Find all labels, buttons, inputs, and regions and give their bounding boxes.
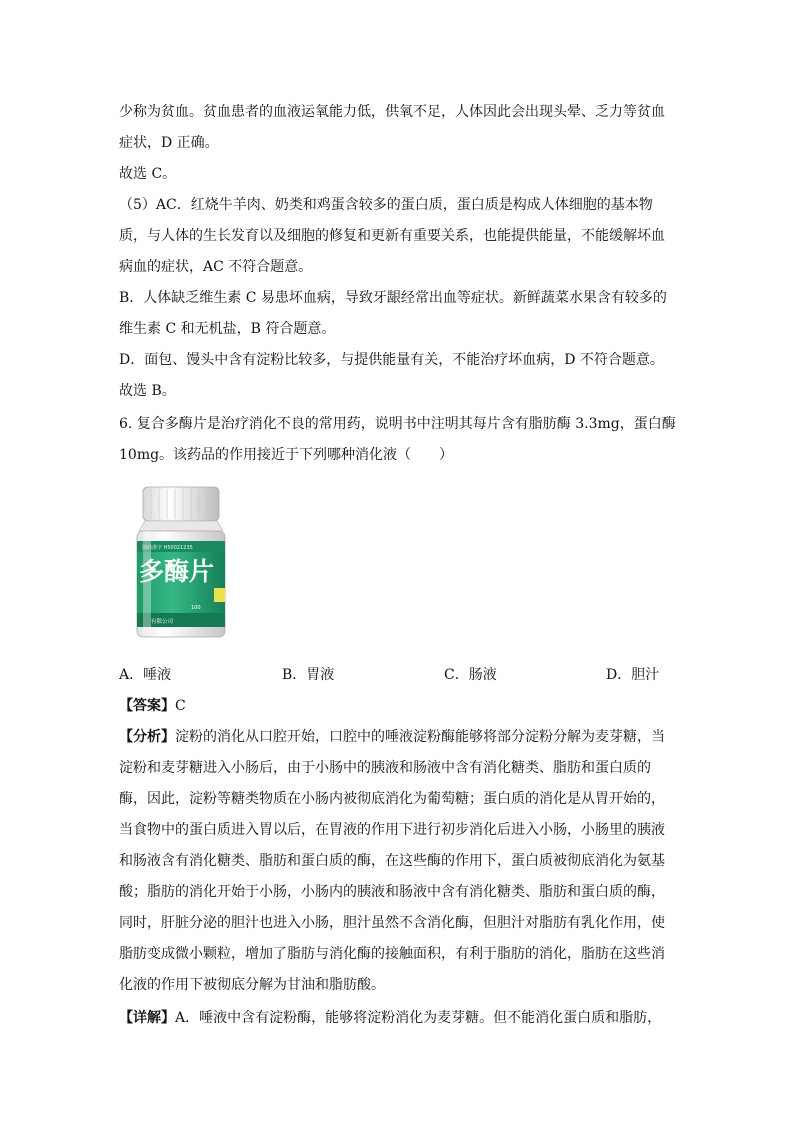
text-line: 维生素 C 和无机盐，B 符合题意。 [119,321,336,337]
text-line: 病血的症状，AC 不符合题意。 [119,259,313,275]
medicine-bottle-image [131,483,237,643]
analysis-text: 和肠液含有消化糖类、脂肪和蛋白质的酶，在这些酶的作用下，蛋白质被彻底消化为氨基 [119,853,665,869]
text-line: B．人体缺乏维生素 C 易患坏血病，导致牙龈经常出血等症状。新鲜蔬菜水果含有较多的 [119,290,667,306]
answer-tag: 【答案】 [119,698,175,714]
option-c[interactable]: C．肠液 [444,667,497,683]
analysis-text: 淀粉和麦芽糖进入小肠后，由于小肠中的胰液和肠液中含有消化糖类、脂肪和蛋白质的 [119,760,651,776]
svg-text:100: 100 [191,605,201,611]
text-line: 症状，D 正确。 [119,135,219,151]
analysis-text: 酸；脂肪的消化开始于小肠，小肠内的胰液和肠液中含有消化糖类、脂肪和蛋白质的酶， [119,884,665,900]
analysis-text: 脂肪变成微小颗粒，增加了脂肪与消化酶的接触面积，有利于脂肪的消化，脂肪在这些消 [119,946,665,962]
text-line: 故选 B。 [119,383,176,399]
text-line: 少称为贫血。贫血患者的血液运氧能力低，供氧不足，人体因此会出现头晕、乏力等贫血 [119,104,665,120]
option-b[interactable]: B．胃液 [282,667,335,683]
analysis-text: 淀粉的消化从口腔开始，口腔中的唾液淀粉酶能够将部分淀粉分解为麦芽糖，当 [175,729,665,745]
detail-tag: 【详解】 [119,1010,175,1026]
analysis-text: 酶，因此，淀粉等糖类物质在小肠内被彻底消化为葡萄糖；蛋白质的消化是从胃开始的， [119,791,665,807]
text-line: 故选 C。 [119,166,177,182]
option-a[interactable]: A．唾液 [119,667,172,683]
label-main-text: 多酶片 [139,557,215,586]
answer-line [119,696,186,716]
analysis-text: 同时，肝脏分泌的胆汁也进入小肠，胆汁虽然不含消化酶，但胆汁对脂肪有乳化作用，使 [119,915,665,931]
analysis-text: 化液的作用下被彻底分解为甘油和脂肪酸。 [119,977,385,993]
analysis-line [119,727,665,747]
label-top-text: 国药准字 H50021235 [142,545,193,551]
text-line: （5）AC．红烧牛羊肉、奶类和鸡蛋含较多的蛋白质，蛋白质是构成人体细胞的基本物 [119,197,653,213]
text-line: 质，与人体的生长发育以及细胞的修复和更新有重要关系，也能提供能量，不能缓解坏血 [119,228,665,244]
question-text: 6. 复合多酶片是治疗消化不良的常用药，说明书中注明其每片含有脂肪酶 3.3mg，蛋白酶 [119,416,676,432]
analysis-text: 当食物中的蛋白质进入胃以后，在胃液的作用下进行初步消化后进入小肠，小肠里的胰液 [119,822,665,838]
detail-text: A．唾液中含有淀粉酶，能够将淀粉消化为麦芽糖。但不能消化蛋白质和脂肪， [175,1010,662,1026]
answer-value: C [175,698,186,714]
detail-line [119,1008,661,1028]
text-line: D．面包、馒头中含有淀粉比较多，与提供能量有关，不能治疗坏血病，D 不符合题意。 [119,352,664,368]
label-bottom-text: 有限公司 [151,619,174,625]
analysis-tag: 【分析】 [119,729,175,745]
question-text: 10mg。该药品的作用接近于下列哪种消化液（ ） [119,447,454,463]
option-d[interactable]: D．胆汁 [606,667,660,683]
